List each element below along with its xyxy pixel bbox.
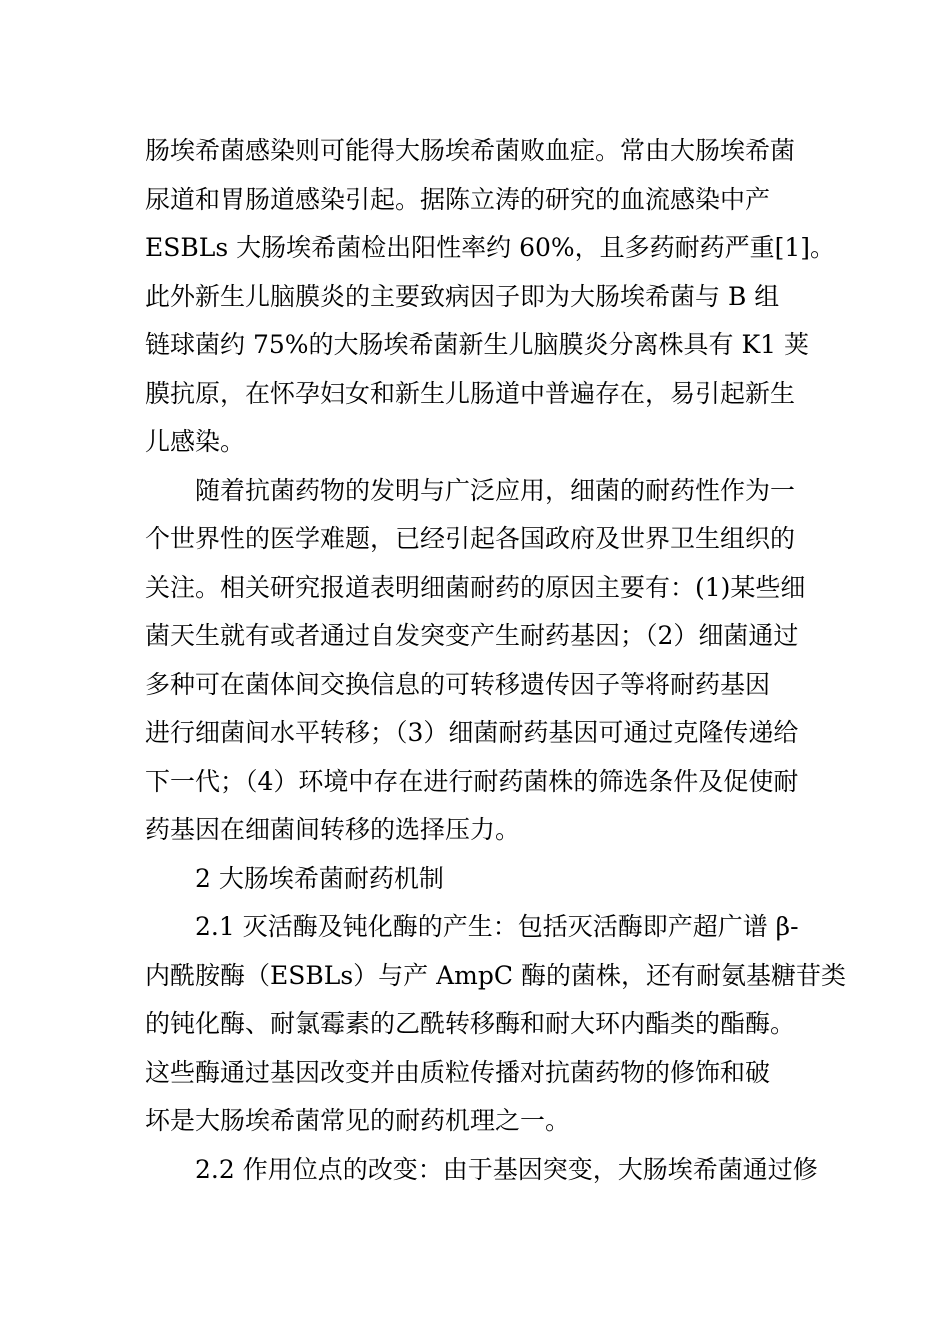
paragraph-2-1	[145, 903, 846, 1146]
text-line: 链球菌约 75%的大肠埃希菌新生儿脑膜炎分离株具有 K1 荚	[145, 330, 809, 359]
text-line: 个世界性的医学难题，已经引起各国政府及世界卫生组织的	[145, 524, 796, 553]
section-heading	[145, 855, 810, 904]
text-line: 药基因在细菌间转移的选择压力。	[145, 815, 521, 844]
paragraph-2	[145, 467, 810, 855]
text-line: 多种可在菌体间交换信息的可转移遗传因子等将耐药基因	[145, 669, 771, 699]
text-line: 2.1 灭活酶及钝化酶的产生：包括灭活酶即产超广谱 β-	[195, 912, 799, 941]
heading-text: 2 大肠埃希菌耐药机制	[195, 863, 444, 893]
paragraph-1	[145, 127, 836, 467]
text-line: 肠埃希菌感染则可能得大肠埃希菌败血症。常由大肠埃希菌	[145, 136, 796, 165]
text-line: 尿道和胃肠道感染引起。据陈立涛的研究的血流感染中产	[145, 184, 771, 214]
text-line: 随着抗菌药物的发明与广泛应用，细菌的耐药性作为一	[195, 475, 796, 505]
paragraph-2-2	[145, 1146, 818, 1195]
text-line: 关注。相关研究报道表明细菌耐药的原因主要有：(1)某些细	[145, 572, 806, 602]
text-line: 进行细菌间水平转移；（3）细菌耐药基因可通过克隆传递给	[145, 718, 799, 747]
text-line: 膜抗原，在怀孕妇女和新生儿肠道中普遍存在，易引起新生	[145, 378, 796, 408]
text-line: 坏是大肠埃希菌常见的耐药机理之一。	[145, 1106, 571, 1135]
text-line: 内酰胺酶（ESBLs）与产 AmpC 酶的菌株，还有耐氨基糖苷类	[145, 960, 846, 990]
text-line: 2.2 作用位点的改变：由于基因突变，大肠埃希菌通过修	[195, 1154, 818, 1184]
text-line: 这些酶通过基因改变并由质粒传播对抗菌药物的修饰和破	[145, 1057, 771, 1087]
text-line: ESBLs 大肠埃希菌检出阳性率约 60%，且多药耐药严重[1]。	[145, 233, 836, 262]
text-line: 儿感染。	[145, 427, 246, 456]
text-line: 菌天生就有或者通过自发突变产生耐药基因；（2）细菌通过	[145, 621, 799, 650]
text-line: 的钝化酶、耐氯霉素的乙酰转移酶和耐大环内酯类的酯酶。	[145, 1009, 796, 1038]
text-line: 此外新生儿脑膜炎的主要致病因子即为大肠埃希菌与 B 组	[145, 281, 780, 311]
document-body	[145, 127, 846, 1194]
text-line: 下一代；（4）环境中存在进行耐药菌株的筛选条件及促使耐	[145, 766, 799, 796]
